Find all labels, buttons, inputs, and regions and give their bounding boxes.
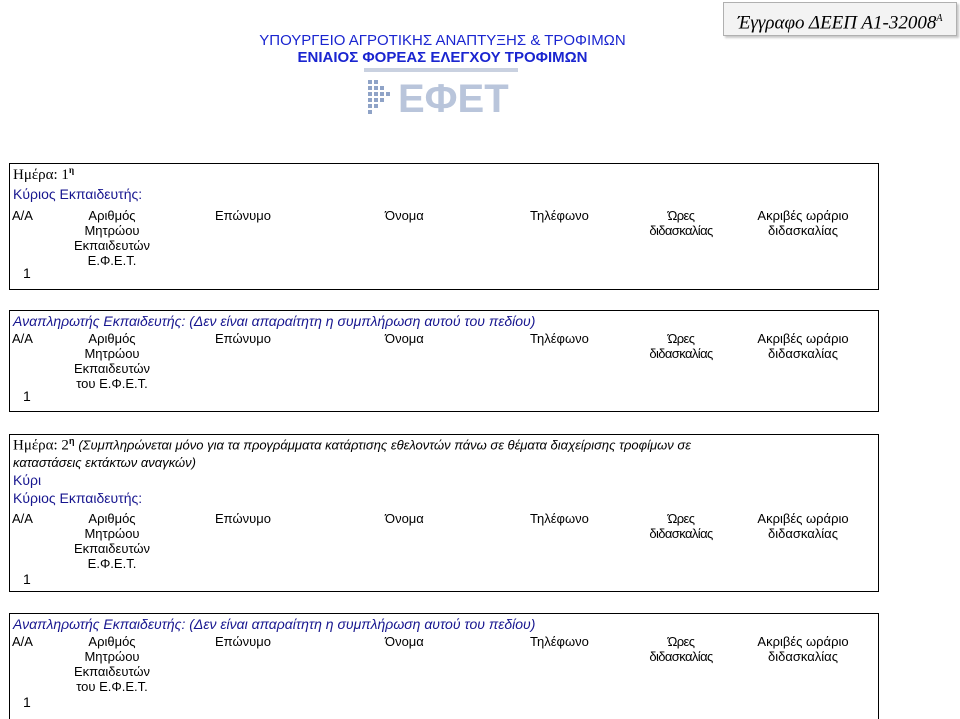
row-number: 1 (23, 265, 31, 281)
agency-title: ΕΝΙΑΙΟΣ ΦΟΡΕΑΣ ΕΛΕΓΧΟΥ ΤΡΟΦΙΜΩΝ (297, 49, 588, 66)
heading-fragment: Κύρι (13, 471, 42, 488)
col-hours: Ώρες διδασκαλίας (649, 331, 713, 361)
day2-main-trainer-section (9, 434, 879, 592)
substitute-trainer-title: Αναπληρωτής Εκπαιδευτής: (Δεν είναι απαραίτητη η συμπλήρωση αυτού του πεδίου) (13, 313, 536, 329)
col-surname: Επώνυμο (215, 634, 271, 649)
col-registry-number: Αριθμός Μητρώου Εκπαιδευτών του Ε.Φ.Ε.Τ. (73, 634, 151, 694)
col-hours: Ώρες διδασκαλίας (649, 208, 713, 238)
ministry-title: ΥΠΟΥΡΓΕΙΟ ΑΓΡΟΤΙΚΗΣ ΑΝΑΠΤΥΞΗΣ & ΤΡΟΦΙΜΩΝ (259, 32, 626, 49)
day-label: Ημέρα: $2^\eta$ (Συμπληρώνεται μόνο για τα προγράμματα κατάρτισης εθελοντών πάνω σε θέματα διαχείρισης τροφίμων σε (13, 436, 691, 454)
svg-text:ΕΦΕΤ: ΕΦΕΤ (398, 77, 509, 121)
col-aa: Α/Α (12, 331, 33, 346)
substitute-trainer-title: Αναπληρωτής Εκπαιδευτής: (Δεν είναι απαραίτητη η συμπλήρωση αυτού του πεδίου) (13, 616, 536, 632)
col-schedule: Ακριβές ωράριο διδασκαλίας (757, 208, 849, 238)
col-hours: Ώρες διδασκαλίας (649, 511, 713, 541)
col-aa: Α/Α (12, 511, 33, 526)
col-surname: Επώνυμο (215, 331, 271, 346)
col-phone: Τηλέφωνο (530, 634, 589, 649)
col-aa: Α/Α (12, 634, 33, 649)
col-name: Όνομα (385, 208, 424, 223)
col-phone: Τηλέφωνο (530, 331, 589, 346)
day-note-continued: καταστάσεις εκτάκτων αναγκών) (13, 454, 196, 470)
col-name: Όνομα (385, 511, 424, 526)
main-trainer-title: Κύριος Εκπαιδευτής: (13, 186, 143, 202)
col-name: Όνομα (385, 634, 424, 649)
day-label: Ημέρα: $1^\eta$ (13, 165, 75, 183)
efet-logo (362, 68, 520, 122)
col-name: Όνομα (385, 331, 424, 346)
col-hours: Ώρες διδασκαλίας (649, 634, 713, 664)
col-phone: Τηλέφωνο (530, 208, 589, 223)
col-schedule: Ακριβές ωράριο διδασκαλίας (757, 511, 849, 541)
row-number: 1 (23, 694, 31, 710)
col-registry-number: Αριθμός Μητρώου Εκπαιδευτών Ε.Φ.Ε.Τ. (73, 208, 151, 268)
main-trainer-title: Κύριος Εκπαιδευτής: (13, 489, 143, 506)
col-aa: Α/Α (12, 208, 33, 223)
col-surname: Επώνυμο (215, 511, 271, 526)
day1-substitute-trainer-section (9, 310, 879, 412)
col-registry-number: Αριθμός Μητρώου Εκπαιδευτών του Ε.Φ.Ε.Τ. (73, 331, 151, 391)
col-schedule: Ακριβές ωράριο διδασκαλίας (757, 634, 849, 664)
day2-substitute-trainer-section (9, 613, 879, 719)
row-number: 1 (23, 571, 31, 587)
day1-main-trainer-section (9, 163, 879, 290)
row-number: 1 (23, 388, 31, 404)
document-reference-badge: Έγγραφο ΔΕΕΠ $A1-32008^A$ (723, 2, 957, 36)
col-schedule: Ακριβές ωράριο διδασκαλίας (757, 331, 849, 361)
col-registry-number: Αριθμός Μητρώου Εκπαιδευτών Ε.Φ.Ε.Τ. (73, 511, 151, 571)
col-phone: Τηλέφωνο (530, 511, 589, 526)
col-surname: Επώνυμο (215, 208, 271, 223)
